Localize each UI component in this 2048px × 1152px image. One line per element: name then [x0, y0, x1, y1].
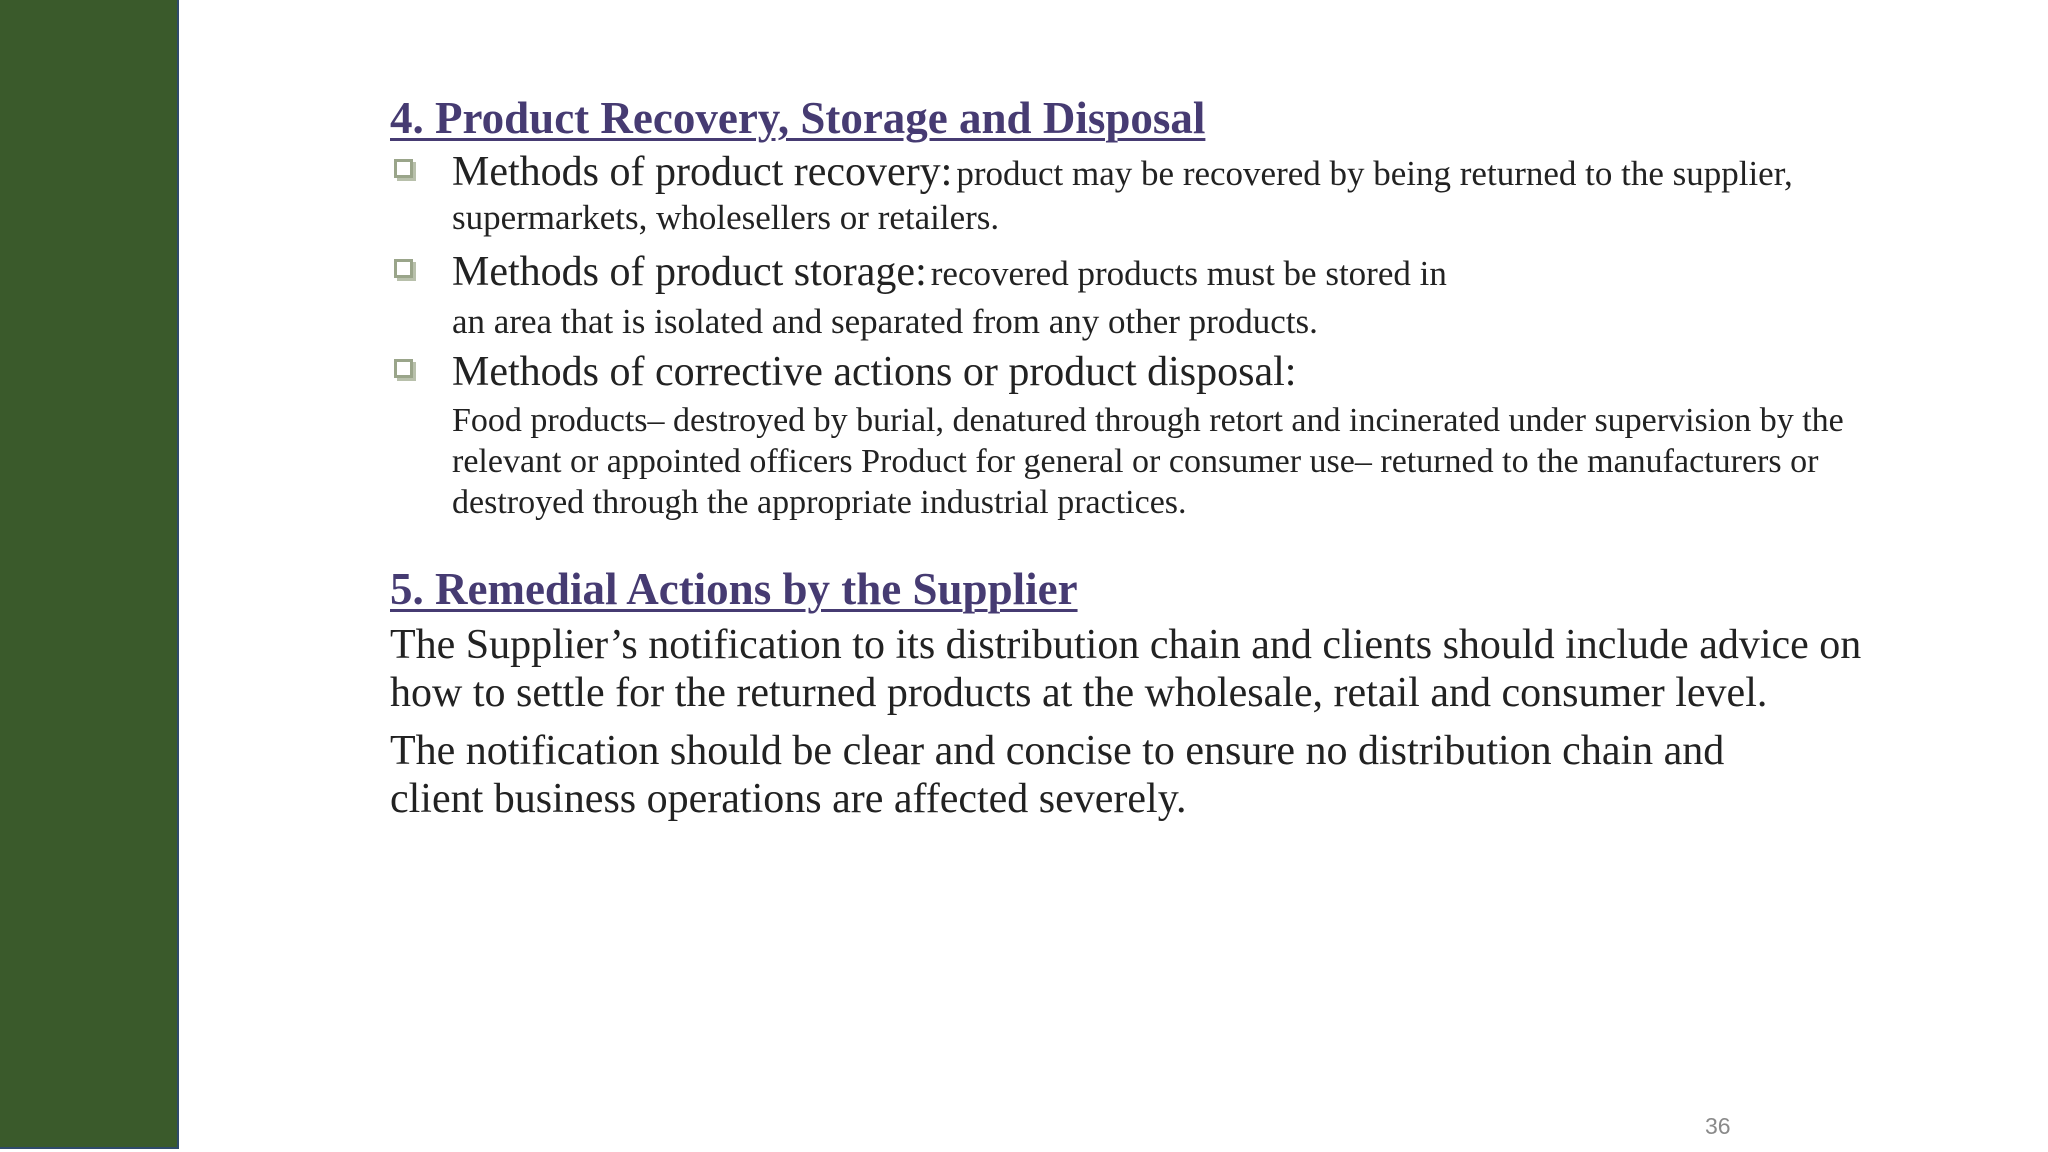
bullet-text-continued: an area that is isolated and separated from any other products.	[452, 302, 1318, 341]
bullet-product-recovery	[390, 148, 1910, 240]
bullet-text: recovered products must be stored in	[930, 254, 1447, 293]
section-spacer	[390, 523, 1910, 563]
bullet-text: product may be recovered by being returned to the supplier, supermarkets, wholesellers or retailers.	[452, 154, 1793, 237]
section-5-paragraph: The notification should be clear and concise to ensure no distribution chain and client business operations are affected severely.	[390, 728, 1725, 822]
slide-sidebar-bar	[0, 0, 179, 1149]
checkbox-bullet-icon	[394, 359, 413, 378]
bullet-product-disposal	[390, 348, 1910, 523]
checkbox-bullet-icon	[394, 259, 413, 278]
page-number: 36	[1705, 1113, 1731, 1139]
checkbox-bullet-icon	[394, 159, 413, 178]
bullet-text: Food products– destroyed by burial, denatured through retort and incinerated under supervision by the relevant or appointed officers Product for general or consumer use– returned to the manufacturers or destroyed through the appropriate industrial practices.	[452, 402, 1844, 521]
section-5-heading: 5. Remedial Actions by the Supplier	[390, 564, 1078, 614]
section-5-paragraph: The Supplier’s notification to its distribution chain and clients should include advice on how to settle for the returned products at the wholesale, retail and consumer level.	[390, 622, 1862, 716]
bullet-lead: Methods of product storage:	[452, 249, 927, 295]
bullet-lead: Methods of product recovery:	[452, 149, 953, 195]
slide-content	[390, 92, 1910, 823]
section-4-bullet-list	[390, 148, 1910, 523]
bullet-product-storage	[390, 248, 1910, 346]
bullet-lead: Methods of corrective actions or product disposal:	[452, 349, 1297, 395]
section-4-heading: 4. Product Recovery, Storage and Disposal	[390, 93, 1206, 143]
